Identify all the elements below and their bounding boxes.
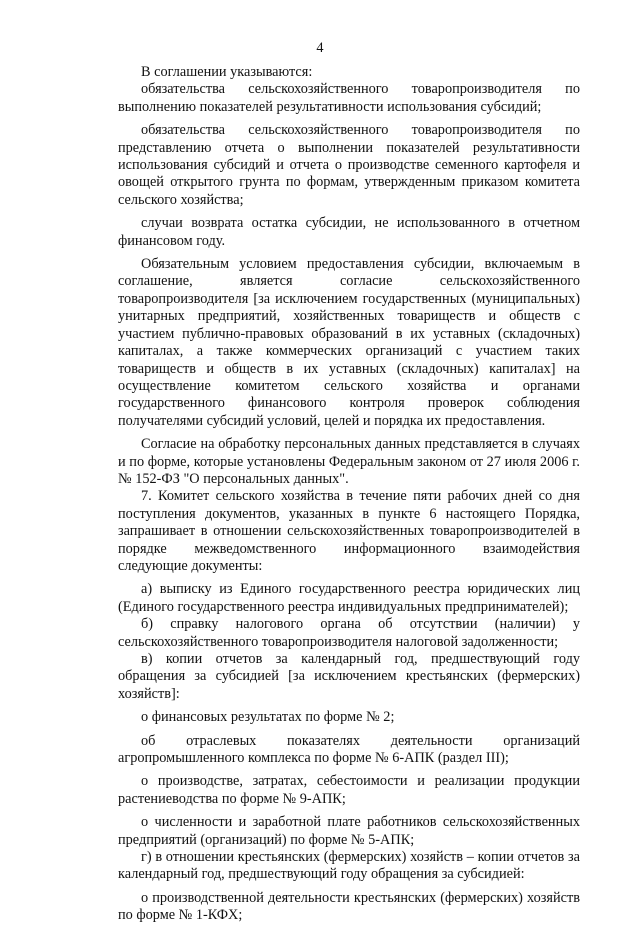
paragraph: в) копии отчетов за календарный год, предшествующий году обращения за субсидией [за исключением крестьянских (фермерских) хозяйств]:	[118, 651, 580, 702]
paragraph: Обязательным условием предоставления субсидии, включаемым в соглашение, является согласие сельскохозяйственного товаропроизводителя [за исключением государственных (муниципальных) унитарных предприятий, хозяйственных товариществ и обществ с участием публично-правовых образований в их уставных (складочных) капиталах, а также коммерческих организаций с участием таких товариществ и обществ в их уставных (складочных) капиталах] на осуществление комитетом сельского хозяйства и органами государственного финансового контроля проверок соблюдения получателями субсидий условий, целей и порядка их предоставления.	[118, 256, 580, 429]
paragraph: 7. Комитет сельского хозяйства в течение пяти рабочих дней со дня поступления документов, указанных в пункте 6 настоящего Порядка, запрашивает в отношении сельскохозяйственных товаропроизводителей в порядке межведомственного информационного взаимодействия следующие документы:	[118, 488, 580, 574]
page-number: 4	[316, 40, 324, 56]
paragraph: б) справку налогового органа об отсутствии (наличии) у сельскохозяйственного товаропроизводителя налоговой задолженности;	[118, 616, 580, 650]
paragraph: Согласие на обработку персональных данных представляется в случаях и по форме, которые установлены Федеральным законом от 27 июля 2006 г. № 152-ФЗ "О персональных данных".	[118, 436, 580, 487]
paragraph: случаи возврата остатка субсидии, не использованного в отчетном финансовом году.	[118, 215, 580, 249]
paragraph: В соглашении указываются:	[141, 64, 313, 80]
paragraph: г) в отношении крестьянских (фермерских) хозяйств – копии отчетов за календарный год, предшествующий году обращения за субсидией:	[118, 849, 580, 883]
paragraph: о финансовых результатах по форме № 2;	[141, 709, 395, 726]
paragraph: об отраслевых показателях деятельности организаций агропромышленного комплекса по форме № 6-АПК (раздел III);	[118, 732, 580, 767]
document-body	[118, 64, 580, 925]
paragraph: обязательства сельскохозяйственного товаропроизводителя по представлению отчета о выполнении показателей результативности использования субсидий и отчета о производстве семенного картофеля и овощей открытого грунта по формам, утвержденным приказом комитета сельского хозяйства;	[118, 122, 580, 208]
paragraph: о производстве, затратах, себестоимости и реализации продукции растениеводства по форме № 9-АПК;	[118, 773, 580, 807]
paragraph: о численности и заработной плате работников сельскохозяйственных предприятий (организаций) по форме № 5-АПК;	[118, 814, 580, 848]
paragraph: а) выписку из Единого государственного реестра юридических лиц (Единого государственного реестра индивидуальных предпринимателей);	[118, 581, 580, 615]
paragraph: о производственной деятельности крестьянских (фермерских) хозяйств по форме № 1-КФХ;	[118, 889, 580, 924]
paragraph: обязательства сельскохозяйственного товаропроизводителя по выполнению показателей результативности использования субсидий;	[118, 81, 580, 115]
